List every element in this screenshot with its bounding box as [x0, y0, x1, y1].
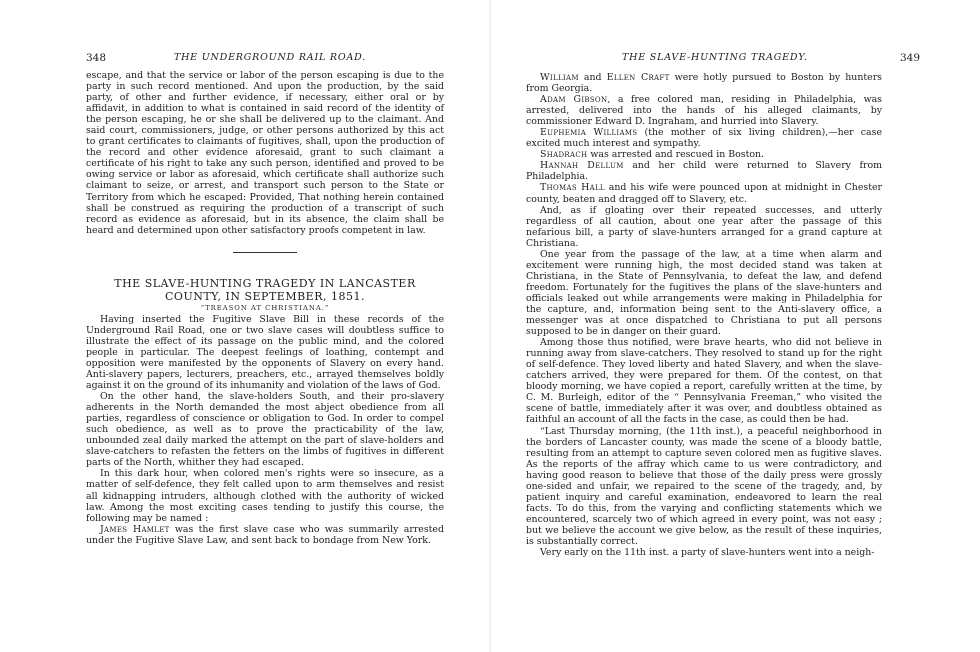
case-name: Hannah Dellum [540, 160, 624, 172]
case-name: William [540, 72, 579, 83]
case-joiner: and [578, 72, 607, 83]
case-name: Adam Gibson [540, 94, 608, 106]
body-paragraph: On the other hand, the slave-holders South, and their pro-slavery adherents in the North demanded the most abject obedience from all parties, regardless of conscience or obligation to God. In order to compel such obedience, as well as to prove the practicability of the law, unbounded zeal daily marked the attempt on the part of slave-holders and slave-catchers to refasten the fetters on the limbs of fugitives in different parts of the North, whither they had escaped. [86, 391, 444, 469]
body-paragraph: “Last Thursday morning, (the 11th inst.), a peaceful neighborhood in the borders of Lancaster county, was made the scene of a bloody battle, resulting from an attempt to capture seven colored men as fugitive slaves. As the reports of the affray which came to us were contradictory, and having good reason to believe that those of the daily press were grossly one-sided and unfair, we repaired to the scene of the tragedy, and, by patient inquiry and careful examination, endeavored to learn the real facts. To do this, from the varying and conflicting statements which we encountered, scarcely two of which agreed in every point, was not easy ; but we believe the account we give below, as the result of these inquiries, is substantially correct. [526, 425, 882, 547]
running-title: THE UNDERGROUND RAIL ROAD. [173, 52, 367, 63]
body-paragraph: Among those thus notified, were brave hearts, who did not believe in running away from slave-catchers. They resolved to stand up for the right of self-defence. They loved liberty and hated Slavery, and when the slave-catchers arrived, they were prepared for them. Of the contest, on that bloody morning, we have copied a report, carefully written at the time, by C. M. Burleigh, editor of the “ Pennsylvania Freeman,” who visited the scene of battle, immediately after it was over, and doubtless obtained as faithful an account of all the facts in the case, as could then be had. [526, 337, 882, 426]
page-number: 349 [899, 52, 920, 64]
case-name: Ellen Craft [606, 72, 670, 83]
case-text: were hotly pursued to Boston by hunters from Georgia. [526, 72, 882, 95]
left-page-body [86, 70, 444, 546]
case-name: Shadrach [540, 149, 588, 161]
case-name: James Hamlet [100, 523, 170, 535]
body-paragraph: And, as if gloating over their repeated successes, and utterly regardless of all caution, about one year after the passage of this nefarious bill, a party of slave-hunters arranged for a grand capture at Christiana. [526, 204, 882, 249]
case-entry [526, 127, 882, 149]
case-text: and her child were returned to Slavery from Philadelphia. [526, 160, 882, 183]
case-entry [526, 160, 882, 182]
case-name: Thomas Hall [540, 182, 605, 194]
left-page-header [0, 52, 490, 68]
case-text: was the first slave case who was summarily arrested under the Fugitive Slave Law, and sent back to bondage from New York. [86, 523, 444, 546]
case-entry [526, 72, 882, 94]
page-number: 348 [86, 52, 107, 64]
section-divider [233, 252, 297, 253]
chapter-heading: THE SLAVE-HUNTING TRAGEDY IN LANCASTER COUNTY, IN SEPTEMBER, 1851. [114, 276, 416, 303]
case-entry [526, 149, 882, 160]
case-entry [526, 182, 882, 204]
case-name: Euphemia Williams [540, 127, 638, 139]
chapter-subheading: “TREASON AT CHRISTIANA.” [200, 303, 330, 312]
case-text: and his wife were pounced upon at midnight in Chester county, beaten and dragged off to Slavery, etc. [526, 182, 882, 205]
body-paragraph: One year from the passage of the law, at a time when alarm and excitement were running high, the most decided stand was taken at Christiana, in the State of Pennsylvania, to defeat the law, and defend freedom. Fortunately for the fugitives the plans of the slave-hunters and officials leaked out while arrangements were making in Philadelphia for the capture, and, information being sent to the Anti-slavery office, a messenger was at once dispatched to Christiana to put all persons supposed to be in danger on their guard. [526, 248, 882, 338]
right-page-body [526, 72, 882, 558]
right-page-header [490, 52, 980, 68]
body-paragraph: In this dark hour, when colored men's rights were so insecure, as a matter of self-defence, they felt called upon to arm themselves and resist all kidnapping intruders, although clothed with the authority of wicked law. Among the most exciting cases tending to justify this course, the following may be named : [86, 468, 444, 524]
running-title: THE SLAVE-HUNTING TRAGEDY. [622, 52, 808, 63]
case-text: (the mother of six living children),—her case excited much interest and sympathy. [526, 127, 882, 150]
case-entry [86, 524, 444, 546]
case-text: , a free colored man, residing in Philadelphia, was arrested, delivered into the hands of his alleged claimants, by commissioner Edward D. Ingraham, and hurried into Slavery. [526, 94, 882, 128]
body-paragraph: Having inserted the Fugitive Slave Bill in these records of the Underground Rail Road, one or two slave cases will doubtless suffice to illustrate the effect of its passage on the public mind, and the colored people in particular. The deepest feelings of loathing, contempt and opposition were manifested by the opponents of Slavery on every hand. Anti-slavery papers, lecturers, preachers, etc., arrayed themselves boldly against it on the ground of its inhumanity and violation of the laws of God. [86, 313, 444, 392]
body-paragraph: Very early on the 11th inst. a party of slave-hunters went into a neigh- [540, 547, 875, 559]
opening-paragraph: escape, and that the service or labor of the person escaping is due to the party in such record mentioned. And upon the production, by the said party, of other and further evidence, if necessary, either oral or by affidavit, in addition to what is contained in said record of the identity of the person escaping, he or she shall be delivered up to the claimant. And said court, commissioners, judge, or other persons authorized by this act to grant certificates to claimants of fugitives, shall, upon the production of the record and other evidence aforesaid, grant to such claimant a certificate of his right to take any such person, identified and proved to be owing service or labor as aforesaid, which certificate shall authorize such claimant to seize, or arrest, and transport such person to the State or Territory from which he escaped: Provided, That nothing herein contained shall be construed as requiring the production of a transcript of such record as evidence as aforesaid, but in its absence, the claim shall be heard and determined upon other satisfactory proofs competent in law. [86, 70, 444, 236]
case-text: was arrested and rescued in Boston. [587, 149, 765, 161]
case-entry [526, 94, 882, 127]
right-page [490, 0, 980, 652]
